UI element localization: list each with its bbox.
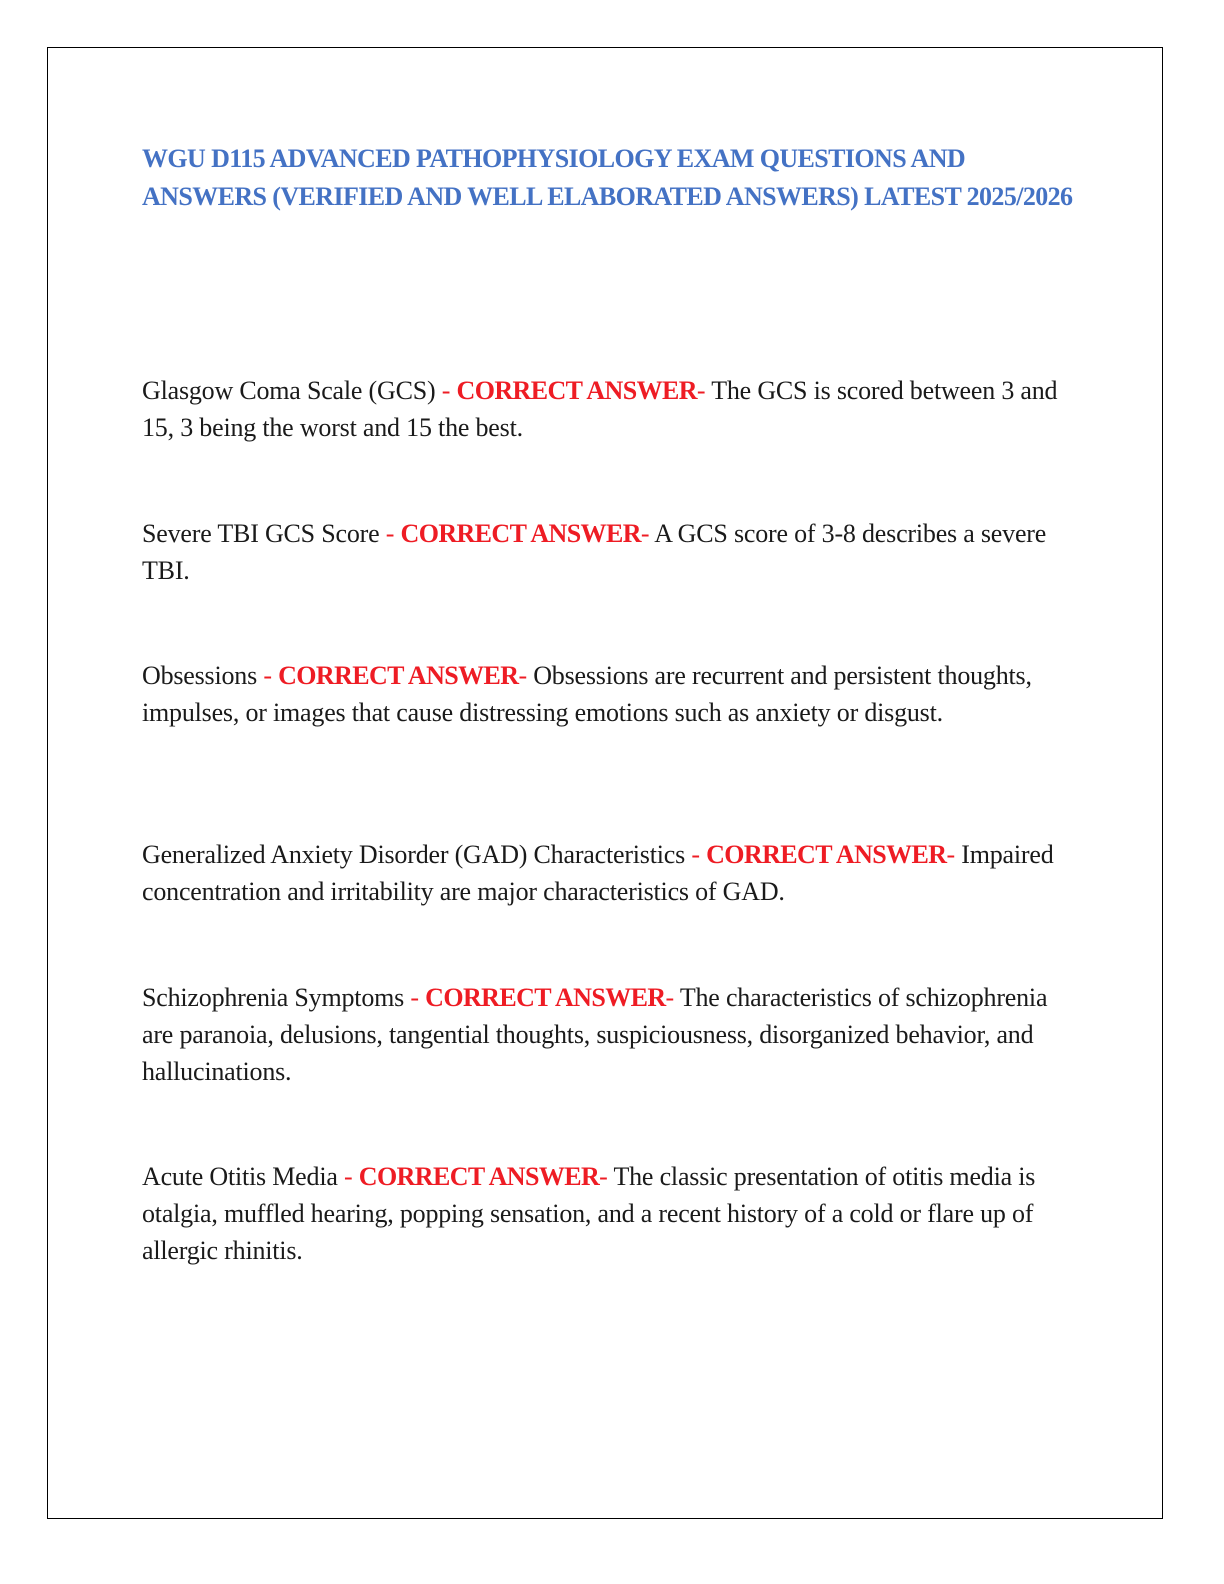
page-border	[47, 47, 1163, 1519]
entry-answer: A GCS score of 3-8 describes a severe TBI.	[142, 519, 1047, 585]
entry-answer: Obsessions are recurrent and persistent thoughts, impulses, or images that cause distressing emotions such as anxiety or disgust.	[142, 661, 1032, 727]
entry-term: Severe TBI GCS Score	[142, 519, 380, 548]
correct-answer-label: CORRECT ANSWER	[358, 1162, 600, 1191]
correct-answer-label: CORRECT ANSWER	[400, 519, 641, 548]
correct-answer-label: CORRECT ANSWER	[425, 983, 666, 1012]
entry-answer: The characteristics of schizophrenia are paranoia, delusions, tangential thoughts, suspiciousness, disorganized behavior, and hallucinations.	[142, 983, 1048, 1086]
entry-answer: The GCS is scored between 3 and 15, 3 being the worst and 15 the best.	[142, 376, 1058, 442]
document-title: WGU D115 ADVANCED PATHOPHYSIOLOGY EXAM QUESTIONS AND ANSWERS (VERIFIED AND WELL ELABORATED ANSWERS) LATEST 2025/2026	[142, 144, 1073, 211]
entry-term: Schizophrenia Symptoms	[142, 983, 405, 1012]
qa-entry-otitis-media: Acute Otitis Media - CORRECT ANSWER- The classic presentation of otitis media is otalgia, muffled hearing, popping sensation, and a recent history of a cold or flare up of allergic rhinitis.	[142, 1162, 1036, 1265]
entry-term: Glasgow Coma Scale (GCS)	[142, 376, 436, 405]
correct-answer-label: CORRECT ANSWER	[706, 840, 947, 869]
qa-entry-obsessions: Obsessions - CORRECT ANSWER- Obsessions are recurrent and persistent thoughts, impulses, or images that cause distressing emotions such as anxiety or disgust.	[142, 661, 1032, 727]
qa-entry-gad: Generalized Anxiety Disorder (GAD) Characteristics - CORRECT ANSWER- Impaired concentration and irritability are major characteristics of GAD.	[142, 840, 1054, 906]
entry-term: Obsessions	[142, 661, 258, 690]
qa-entry-gcs: Glasgow Coma Scale (GCS) - CORRECT ANSWER- The GCS is scored between 3 and 15, 3 being the worst and 15 the best.	[142, 376, 1058, 442]
qa-entry-severe-tbi: Severe TBI GCS Score - CORRECT ANSWER- A GCS score of 3-8 describes a severe TBI.	[142, 519, 1047, 585]
qa-entry-schizophrenia: Schizophrenia Symptoms - CORRECT ANSWER- The characteristics of schizophrenia are paranoia, delusions, tangential thoughts, suspiciousness, disorganized behavior, and hallucinations.	[142, 983, 1048, 1086]
entry-answer: Impaired concentration and irritability are major characteristics of GAD.	[142, 840, 1054, 906]
correct-answer-label: CORRECT ANSWER	[278, 661, 519, 690]
entry-term: Acute Otitis Media	[142, 1162, 338, 1191]
correct-answer-label: CORRECT ANSWER	[456, 376, 697, 405]
entry-term: Generalized Anxiety Disorder (GAD) Characteristics	[142, 840, 686, 869]
entry-answer: The classic presentation of otitis media is otalgia, muffled hearing, popping sensation, and a recent history of a cold or flare up of allergic rhinitis.	[142, 1162, 1036, 1265]
